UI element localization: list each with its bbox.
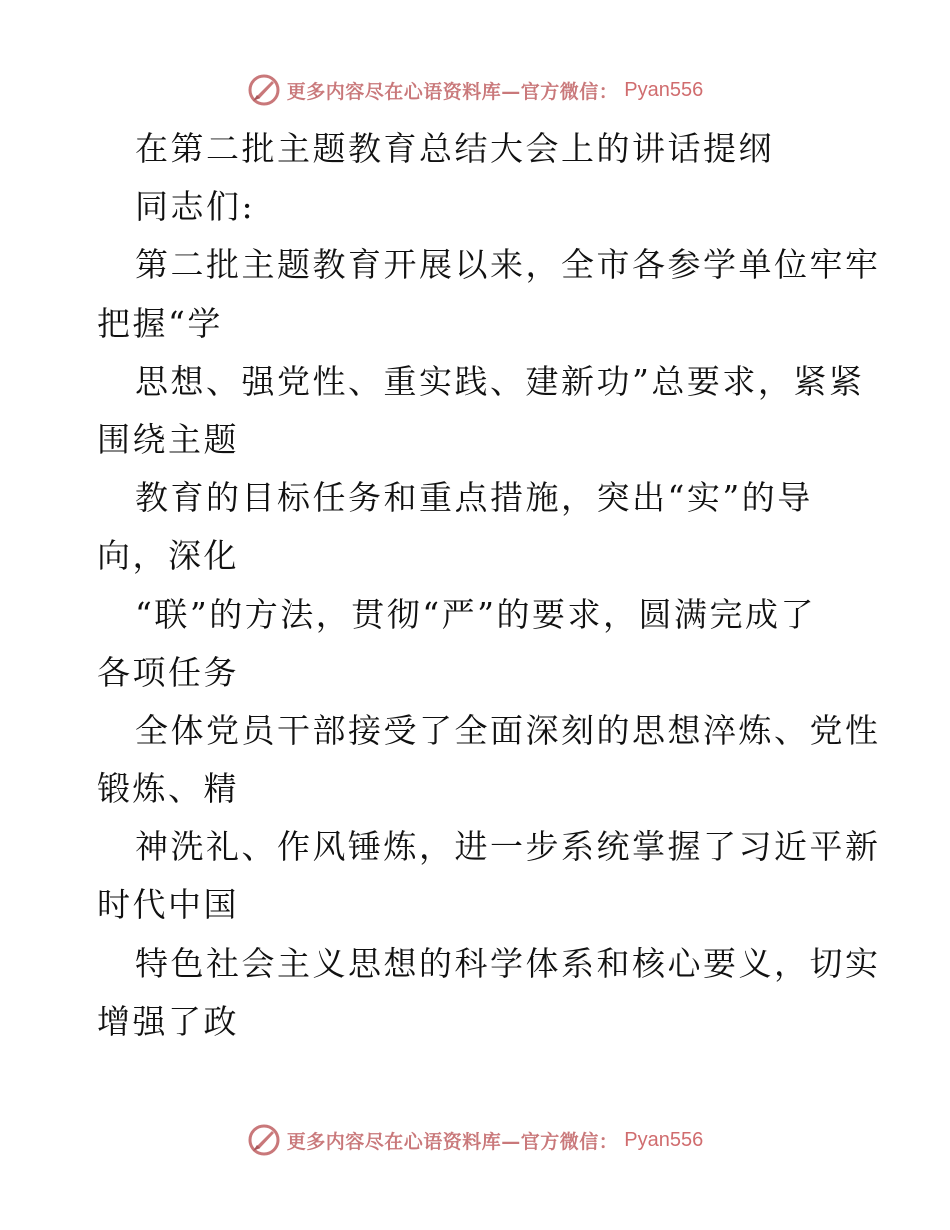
quill-pen-logo-icon	[247, 73, 281, 107]
paragraph-line: 思想、强党性、重实践、建新功”总要求，紧紧	[135, 361, 865, 401]
paragraph-line: 教育的目标任务和重点措施，突出“实”的导	[135, 478, 813, 518]
paragraph-line: 全体党员干部接受了全面深刻的思想淬炼、党性	[135, 710, 881, 750]
quill-pen-logo-icon	[247, 1123, 281, 1157]
watermark-text: 更多内容尽在心语资料库—官方微信：	[286, 1130, 619, 1153]
document-title: 在第二批主题教育总结大会上的讲话提纲	[135, 129, 774, 168]
paragraph-line: 特色社会主义思想的科学体系和核心要义，切实	[135, 943, 881, 983]
wechat-id: Pyan556	[624, 1128, 704, 1151]
paragraph-line: 围绕主题	[97, 419, 239, 459]
wechat-id: Pyan556	[624, 78, 704, 101]
paragraph-line: 时代中国	[97, 885, 239, 925]
paragraph-line: 第二批主题教育开展以来，全市各参学单位牢牢	[135, 245, 881, 285]
paragraph-line: “联”的方法，贯彻“严”的要求，圆满完成了	[135, 594, 816, 634]
document-body	[97, 120, 881, 1051]
header-watermark-banner	[0, 70, 950, 110]
paragraph-line: 向，深化	[97, 536, 239, 576]
paragraph-line: 把握“学	[97, 303, 223, 343]
footer-watermark-banner	[0, 1120, 950, 1160]
watermark-text: 更多内容尽在心语资料库—官方微信：	[286, 80, 619, 103]
paragraph-line: 神洗礼、作风锤炼，进一步系统掌握了习近平新	[135, 827, 881, 867]
paragraph-line: 增强了政	[97, 1001, 239, 1041]
paragraph-line: 锻炼、精	[97, 769, 239, 809]
paragraph-line: 各项任务	[97, 652, 239, 692]
salutation: 同志们:	[135, 187, 256, 227]
